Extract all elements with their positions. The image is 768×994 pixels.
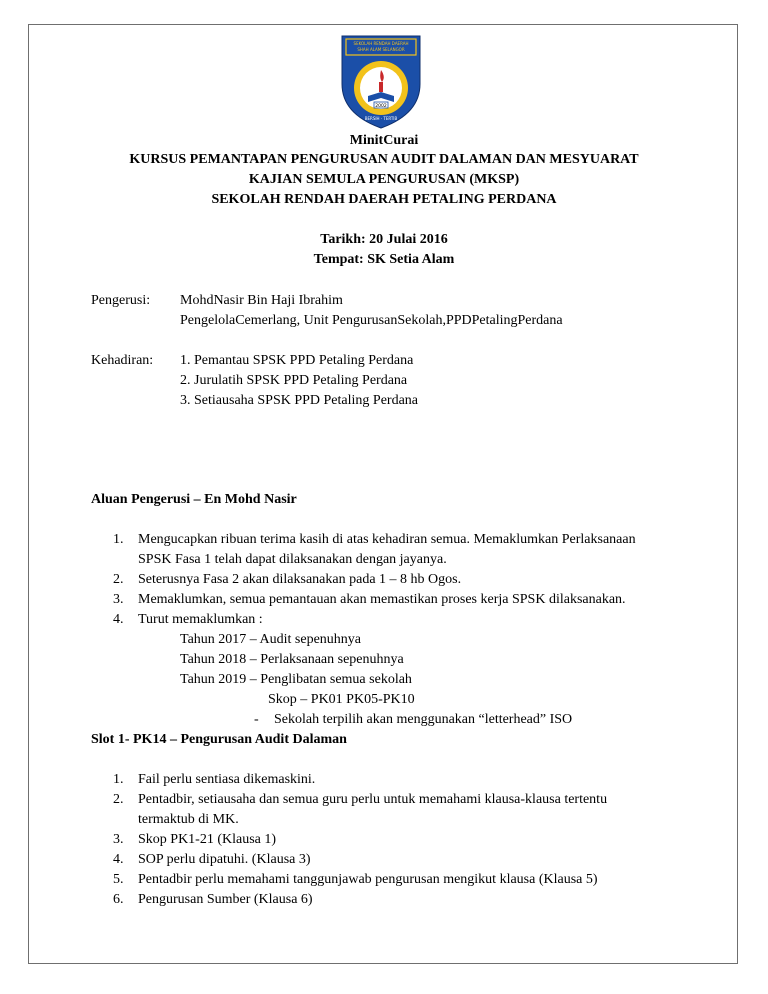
aluan-item-text: Memaklumkan, semua pemantauan akan memastikan proses kerja SPSK dilaksanakan. [138,592,626,607]
school-crest-logo [338,32,424,130]
aluan-item-number: 4. [113,612,124,627]
skop-line: Skop – PK01 PK05-PK10 [268,692,415,707]
kehadiran-item: 3. Setiausaha SPSK PPD Petaling Perdana [180,393,418,408]
meeting-date: Tarikh: 20 Julai 2016 [320,232,448,247]
crest-motto: BERSIH · TERTIB [364,116,398,121]
slot1-item-number: 5. [113,872,124,887]
pengerusi-name: MohdNasir Bin Haji Ibrahim [180,293,343,308]
slot1-item-number: 1. [113,772,124,787]
slot1-item-text: Pentadbir perlu memahami tanggunjawab pengurusan mengikut klausa (Klausa 5) [138,872,598,887]
slot1-item-number: 2. [113,792,124,807]
slot1-item-number: 3. [113,832,124,847]
kehadiran-label: Kehadiran: [91,353,154,368]
meeting-venue: Tempat: SK Setia Alam [313,252,455,267]
crest-banner-text: SEKOLAH RENDAH DAERAH [353,41,409,46]
slot1-item-text: termaktub di MK. [138,812,239,827]
title-line-3: SEKOLAH RENDAH DAERAH PETALING PERDANA [211,192,557,207]
tahun-item: Tahun 2017 – Audit sepenuhnya [180,632,361,647]
slot1-heading: Slot 1- PK14 – Pengurusan Audit Dalaman [91,732,347,747]
slot1-item-number: 4. [113,852,124,867]
tahun-item: Tahun 2018 – Perlaksanaan sepenuhnya [180,652,404,667]
crest-torch [379,82,383,92]
pengerusi-label: Pengerusi: [91,293,151,308]
slot1-item-number: 6. [113,892,124,907]
dash-bullet: - [254,712,259,727]
aluan-item-number: 3. [113,592,124,607]
slot1-item-text: SOP perlu dipatuhi. (Klausa 3) [138,852,311,867]
minit-label: MinitCurai [349,133,419,148]
aluan-item-number: 2. [113,572,124,587]
aluan-item-text: Seterusnya Fasa 2 akan dilaksanakan pada 1 – 8 hb Ogos. [138,572,462,587]
pengerusi-role: PengelolaCemerlang, Unit PengurusanSekolah,PPDPetalingPerdana [180,313,563,328]
aluan-item-text: SPSK Fasa 1 telah dapat dilaksanakan dengan jayanya. [138,552,447,567]
svg-text:SHAH ALAM SELANGOR: SHAH ALAM SELANGOR [357,47,405,52]
title-line-2: KAJIAN SEMULA PENGURUSAN (MKSP) [248,172,520,187]
kehadiran-item: 1. Pemantau SPSK PPD Petaling Perdana [180,353,414,368]
title-line-1: KURSUS PEMANTAPAN PENGURUSAN AUDIT DALAMAN DAN MESYUARAT [129,152,639,167]
kehadiran-item: 2. Jurulatih SPSK PPD Petaling Perdana [180,373,408,388]
aluan-heading: Aluan Pengerusi – En Mohd Nasir [91,492,297,507]
slot1-item-text: Fail perlu sentiasa dikemaskini. [138,772,316,787]
slot1-item-text: Pengurusan Sumber (Klausa 6) [138,892,313,907]
slot1-item-text: Skop PK1-21 (Klausa 1) [138,832,277,847]
aluan-item-number: 1. [113,532,124,547]
aluan-item-text: Turut memaklumkan : [138,612,263,627]
crest-year: 2002 [375,104,387,109]
slot1-item-text: Pentadbir, setiausaha dan semua guru perlu untuk memahami klausa-klausa tertentu [138,792,608,807]
tahun-item: Tahun 2019 – Penglibatan semua sekolah [180,672,412,687]
aluan-item-text: Mengucapkan ribuan terima kasih di atas kehadiran semua. Memaklumkan Perlaksanaan [138,532,636,547]
letterhead-line: Sekolah terpilih akan menggunakan “letterhead” ISO [274,712,573,727]
